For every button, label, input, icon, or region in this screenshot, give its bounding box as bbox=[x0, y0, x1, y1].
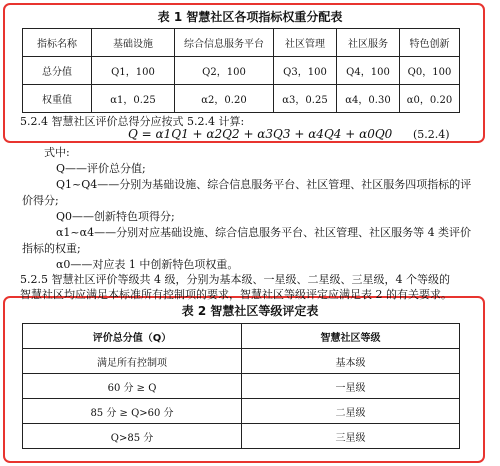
header-cell: 综合信息服务平台 bbox=[175, 29, 274, 57]
header-cell: 评价总分值（Q） bbox=[23, 324, 242, 349]
definition-line: α0——对应表 1 中创新特色项权重。 bbox=[56, 258, 239, 271]
table-cell: Q0，100 bbox=[400, 57, 460, 85]
table1-caption: 表 1 智慧社区各项指标权重分配表 bbox=[157, 10, 343, 24]
header-cell: 智慧社区等级 bbox=[242, 324, 460, 349]
table-cell: 基本级 bbox=[242, 349, 460, 374]
table2-caption: 表 2 智慧社区等级评定表 bbox=[181, 304, 319, 318]
definition-line: Q1~Q4——分别为基础设施、综合信息服务平台、社区管理、社区服务四项指标的评 bbox=[56, 178, 472, 191]
table-row bbox=[23, 374, 460, 399]
table-cell: 满足所有控制项 bbox=[23, 349, 242, 374]
definition-line: 指标的权重; bbox=[22, 242, 81, 255]
formula: Q = α1Q1 + α2Q2 + α3Q3 + α4Q4 + α0Q0 bbox=[128, 127, 393, 141]
table-cell: Q1，100 bbox=[92, 57, 175, 85]
formula-number: (5.2.4) bbox=[413, 128, 450, 141]
header-cell: 指标名称 bbox=[23, 29, 92, 57]
table-cell: 60 分 ≥ Q bbox=[23, 374, 242, 399]
header-cell: 社区服务 bbox=[337, 29, 400, 57]
table-cell: 权重值 bbox=[23, 85, 92, 113]
table-cell: 85 分 ≥ Q>60 分 bbox=[23, 399, 242, 424]
definition-line: 价得分; bbox=[22, 194, 59, 207]
table-cell: α2，0.20 bbox=[175, 85, 274, 113]
section-525-line: 5.2.5 智慧社区评价等级共 4 级，分别为基本级、一星级、二星级、三星级，4 个等级的 bbox=[20, 273, 450, 286]
where-label: 式中: bbox=[44, 146, 70, 159]
header-cell: 社区管理 bbox=[274, 29, 337, 57]
table-row bbox=[23, 424, 460, 449]
table-cell: 三星级 bbox=[242, 424, 460, 449]
grade-table bbox=[22, 323, 460, 449]
table-row bbox=[23, 399, 460, 424]
weight-table bbox=[22, 28, 460, 113]
definition-line: Q0——创新特色项得分; bbox=[56, 210, 175, 223]
header-cell: 特色创新 bbox=[400, 29, 460, 57]
table-header-row bbox=[23, 29, 460, 57]
table-cell: Q4，100 bbox=[337, 57, 400, 85]
section-524-lead: 5.2.4 智慧社区评价总得分应按式 5.2.4 计算: bbox=[20, 115, 245, 128]
definition-line: α1~α4——分别对应基础设施、综合信息服务平台、社区管理、社区服务等 4 类评价 bbox=[56, 226, 472, 239]
table-cell: 总分值 bbox=[23, 57, 92, 85]
table-cell: 二星级 bbox=[242, 399, 460, 424]
table-cell: α1，0.25 bbox=[92, 85, 175, 113]
definition-line: Q——评价总分值; bbox=[56, 162, 146, 175]
table-row bbox=[23, 349, 460, 374]
header-cell: 基础设施 bbox=[92, 29, 175, 57]
table-cell: α4，0.30 bbox=[337, 85, 400, 113]
table-cell: Q>85 分 bbox=[23, 424, 242, 449]
table-row bbox=[23, 85, 460, 113]
section-525-line: 智慧社区均应满足本标准所有控制项的要求，智慧社区等级评定应满足表 2 的有关要求。 bbox=[20, 288, 452, 301]
table-cell: α0，0.20 bbox=[400, 85, 460, 113]
table-header-row bbox=[23, 324, 460, 349]
table-cell: Q3，100 bbox=[274, 57, 337, 85]
table-row bbox=[23, 57, 460, 85]
table-cell: Q2，100 bbox=[175, 57, 274, 85]
table-cell: α3，0.25 bbox=[274, 85, 337, 113]
table-cell: 一星级 bbox=[242, 374, 460, 399]
